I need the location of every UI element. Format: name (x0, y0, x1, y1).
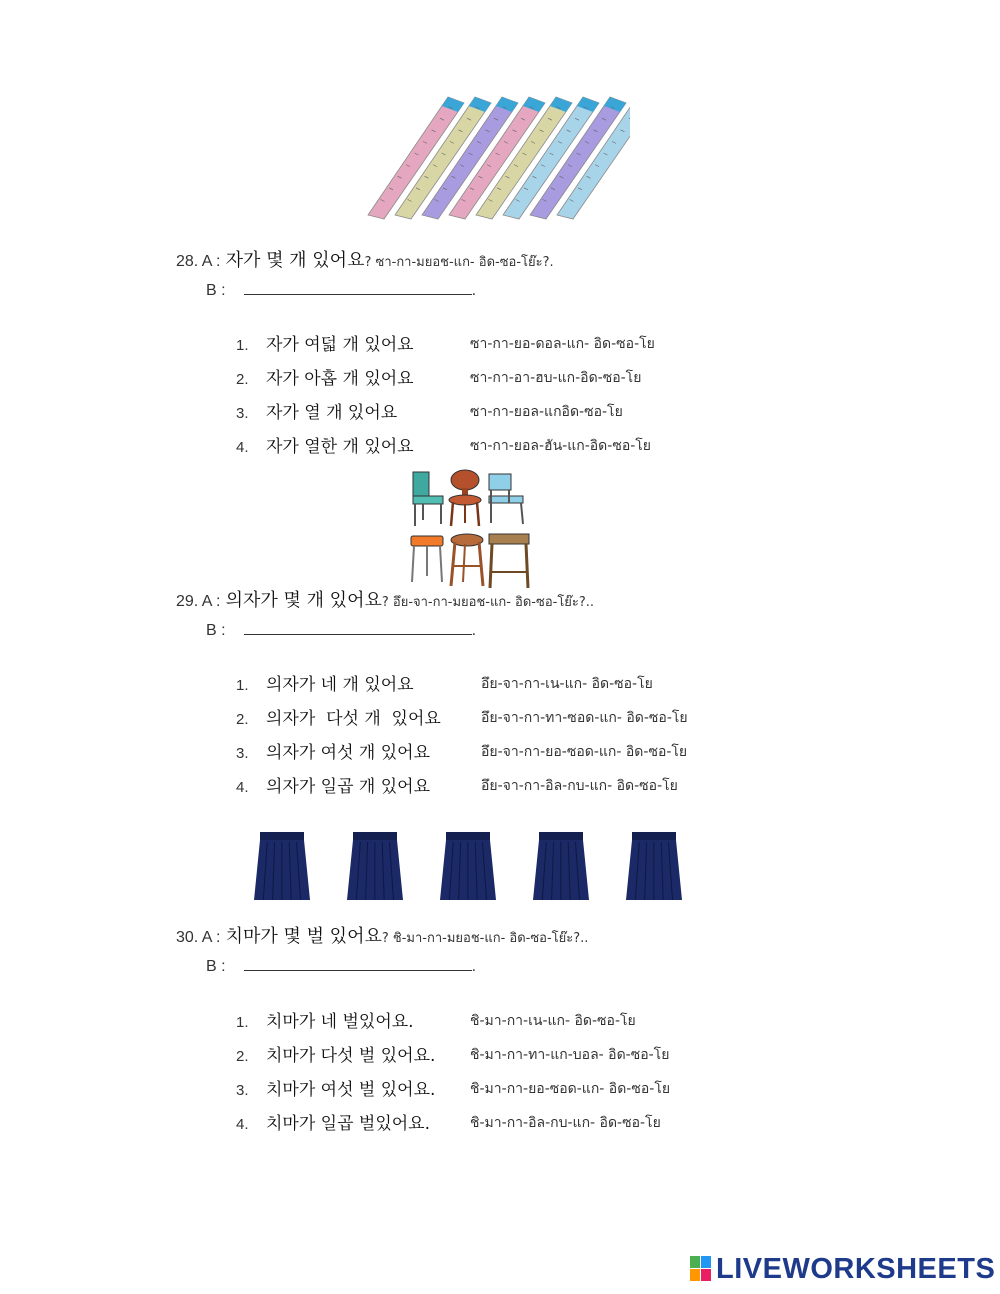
skirt-icon (533, 832, 589, 900)
option-29-2[interactable]: 2. 의자가 다섯 개 있어요 อึย-จา-กา-ทา-ซอด-แก- อิด-ซอ-โย (236, 709, 688, 729)
question-korean: 치마가 몇 벌 있어요 (225, 926, 382, 947)
question-korean: 의자가 몇 개 있어요 (225, 590, 382, 611)
option-30-1[interactable]: 1. 치마가 네 벌있어요. ชิ-มา-กา-เน-แก- อิด-ซอ-โย (236, 1012, 636, 1032)
chairs-image (405, 468, 535, 590)
option-28-4[interactable]: 4. 자가 열한 개 있어요 ซา-กา-ยอล-ฮัน-แก-อิด-ซอ-โย (236, 437, 652, 457)
option-30-4[interactable]: 4. 치마가 일곱 벌있어요. ชิ-มา-กา-อิล-กบ-แก- อิด-ซอ-โย (236, 1114, 661, 1134)
answer-blank[interactable] (244, 620, 472, 635)
question-korean: 자가 몇 개 있어요 (225, 250, 365, 271)
option-28-2[interactable]: 2. 자가 아홉 개 있어요 ซา-กา-อา-ฮบ-แก-อิด-ซอ-โย (236, 369, 642, 389)
answer-line-30: B : . (206, 958, 477, 975)
stool-icon (489, 534, 529, 588)
skirt-icon (626, 832, 682, 900)
answer-blank[interactable] (244, 956, 472, 971)
chair-icon (449, 470, 481, 526)
question-28 (176, 246, 554, 272)
stool-icon (411, 536, 443, 582)
question-30 (176, 922, 588, 948)
ruler-icon (557, 97, 630, 219)
answer-label: B : (206, 958, 226, 975)
skirt-icon (254, 832, 310, 900)
question-29 (176, 586, 594, 612)
liveworksheets-logo-icon (690, 1256, 712, 1282)
chair-icon (489, 474, 523, 524)
chair-icon (413, 472, 443, 526)
answer-blank[interactable] (244, 280, 472, 295)
stool-icon (451, 534, 483, 586)
option-29-1[interactable]: 1. 의자가 네 개 있어요 อึย-จา-กา-เน-แก- อิด-ซอ-โย (236, 675, 653, 695)
answer-label: B : (206, 282, 226, 299)
question-thai: ? ชิ-มา-กา-มยอช-แก- อิด-ซอ-โย๊ะ?.. (381, 931, 589, 946)
answer-label: B : (206, 622, 226, 639)
option-28-1[interactable]: 1. 자가 여덟 개 있어요 ซา-กา-ยอ-ดอล-แก- อิด-ซอ-โย (236, 335, 655, 355)
option-29-3[interactable]: 3. 의자가 여섯 개 있어요 อึย-จา-กา-ยอ-ซอด-แก- อิด-ซอ-โย (236, 743, 688, 763)
option-30-3[interactable]: 3. 치마가 여섯 벌 있어요. ชิ-มา-กา-ยอ-ซอด-แก- อิด-ซอ-โย (236, 1080, 671, 1100)
question-thai: ? อึย-จา-กา-มยอช-แก- อิด-ซอ-โย๊ะ?.. (381, 595, 595, 610)
liveworksheets-logo[interactable] (690, 1252, 995, 1286)
question-number: 30. A : (176, 929, 221, 946)
answer-line-28: B : . (206, 282, 477, 299)
brand-text: LIVEWORKSHEETS (716, 1252, 996, 1285)
option-30-2[interactable]: 2. 치마가 다섯 벌 있어요. ชิ-มา-กา-ทา-แก-บอล- อิด-ซอ-โย (236, 1046, 670, 1066)
question-number: 29. A : (176, 593, 221, 610)
question-number: 28. A : (176, 253, 221, 270)
skirts-image (250, 830, 690, 902)
option-29-4[interactable]: 4. 의자가 일곱 개 있어요 อึย-จา-กา-อิล-กบ-แก- อิด-ซอ-โย (236, 777, 678, 797)
question-thai: ? ซา-กา-มยอช-แก- อิด-ซอ-โย๊ะ?. (364, 255, 554, 270)
rulers-image (360, 95, 630, 225)
skirt-icon (440, 832, 496, 900)
skirt-icon (347, 832, 403, 900)
option-28-3[interactable]: 3. 자가 열 개 있어요 ซา-กา-ยอล-แกอิด-ซอ-โย (236, 403, 623, 423)
answer-line-29: B : . (206, 622, 477, 639)
